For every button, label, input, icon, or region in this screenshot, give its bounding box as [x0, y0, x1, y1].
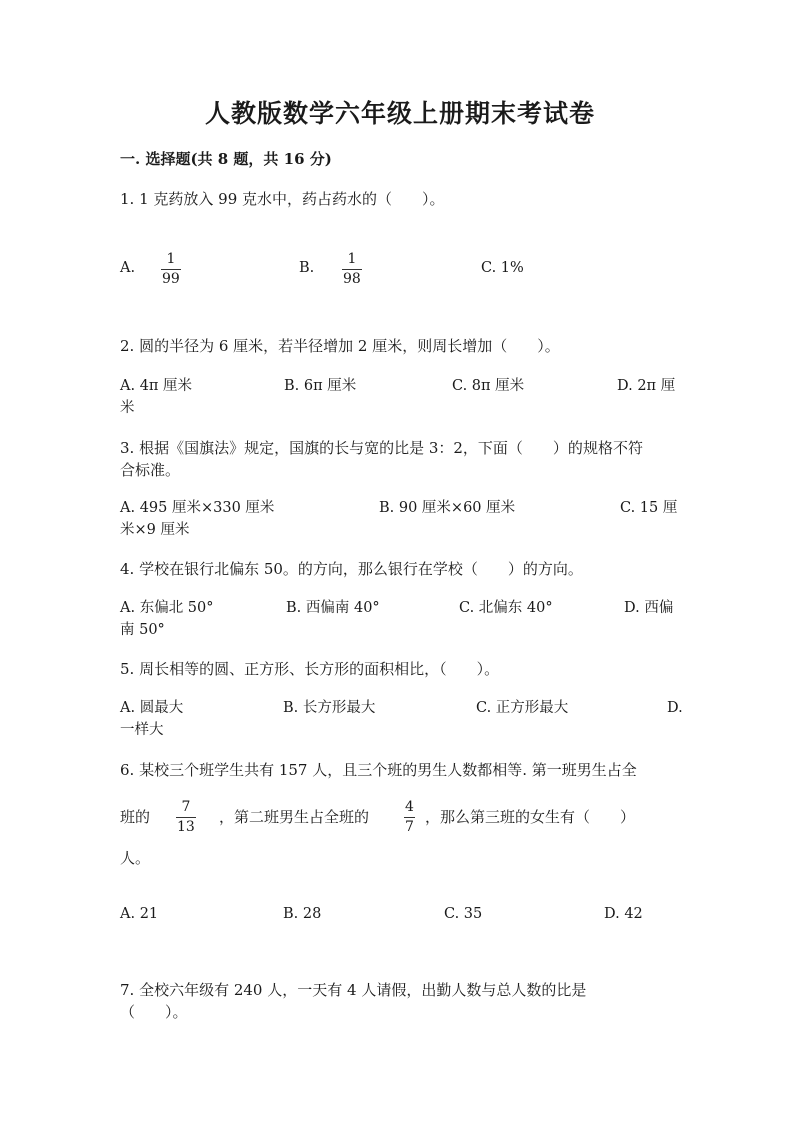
fraction-denominator: 98 — [343, 271, 361, 287]
question-3-line-1: 3. 根据《国旗法》规定，国旗的长与宽的比是 3：2，下面（ ）的规格不符 — [120, 439, 643, 457]
q4-option-c: C. 北偏东 40° — [459, 600, 553, 616]
question-6-line-1: 6. 某校三个班学生共有 157 人，且三个班的男生人数都相等. 第一班男生占全 — [120, 761, 637, 779]
fraction-denominator: 13 — [177, 819, 195, 835]
q4-option-a: A. 东偏北 50° — [120, 600, 214, 616]
question-1: 1. 1 克药放入 99 克水中，药占药水的（ ）。 — [120, 190, 445, 208]
q1-option-c: C. 1% — [481, 260, 524, 276]
question-4: 4. 学校在银行北偏东 50。的方向，那么银行在学校（ ）的方向。 — [120, 560, 583, 578]
q2-option-d: D. 2π 厘 — [617, 378, 676, 394]
fraction-bar — [404, 817, 415, 818]
q5-option-d: D. — [667, 700, 683, 716]
question-6-part-3: ，那么第三班的女生有（ ） — [425, 808, 636, 826]
q4-option-d: D. 西偏 — [624, 600, 674, 616]
question-6-part-1: 班的 — [120, 808, 151, 826]
question-3-line-2: 合标准。 — [120, 461, 181, 479]
q1-option-b-fraction — [342, 252, 362, 287]
fraction-denominator: 99 — [162, 271, 180, 287]
fraction-numerator: 1 — [166, 251, 176, 267]
fraction-bar — [342, 269, 362, 270]
q2-option-d-continued: 米 — [120, 400, 135, 416]
q3-option-a: A. 495 厘米×330 厘米 — [120, 500, 275, 516]
question-6-part-2: ，第二班男生占全班的 — [219, 808, 370, 826]
q6-fraction-first-class — [176, 800, 196, 835]
fraction-numerator: 1 — [347, 251, 357, 267]
q5-option-c: C. 正方形最大 — [476, 700, 569, 716]
fraction-denominator: 7 — [405, 819, 414, 835]
q1-option-b-label: B. — [299, 260, 315, 276]
q6-option-b: B. 28 — [283, 906, 322, 922]
q5-option-b: B. 长方形最大 — [283, 700, 376, 716]
q5-option-a: A. 圆最大 — [120, 700, 184, 716]
q1-option-a-label: A. — [120, 260, 136, 276]
fraction-bar — [176, 817, 196, 818]
q2-option-b: B. 6π 厘米 — [284, 378, 357, 394]
q1-option-a-fraction — [161, 252, 181, 287]
question-2: 2. 圆的半径为 6 厘米，若半径增加 2 厘米，则周长增加（ ）。 — [120, 337, 560, 355]
q2-option-c: C. 8π 厘米 — [452, 378, 525, 394]
q2-option-a: A. 4π 厘米 — [120, 378, 193, 394]
question-5: 5. 周长相等的圆、正方形、长方形的面积相比，（ ）。 — [120, 660, 500, 678]
q3-option-c-continued: 米×9 厘米 — [120, 522, 190, 538]
q3-option-c: C. 15 厘 — [620, 500, 678, 516]
fraction-numerator: 7 — [181, 799, 191, 815]
q6-option-c: C. 35 — [444, 906, 483, 922]
fraction-numerator: 4 — [405, 799, 414, 815]
question-7-line-1: 7. 全校六年级有 240 人，一天有 4 人请假，出勤人数与总人数的比是 — [120, 981, 587, 999]
fraction-bar — [161, 269, 181, 270]
page-title: 人教版数学六年级上册期末考试卷 — [204, 99, 595, 128]
question-7-line-2: （ ）。 — [120, 1003, 188, 1021]
q3-option-b: B. 90 厘米×60 厘米 — [379, 500, 516, 516]
q6-fraction-second-class — [404, 800, 415, 835]
q6-option-a: A. 21 — [120, 906, 159, 922]
section-heading: 一. 选择题(共 8 题，共 16 分) — [120, 150, 332, 168]
q4-option-b: B. 西偏南 40° — [286, 600, 380, 616]
q6-option-d: D. 42 — [604, 906, 643, 922]
q4-option-d-continued: 南 50° — [120, 622, 165, 638]
q5-option-d-continued: 一样大 — [120, 722, 164, 738]
question-6-line-3: 人。 — [120, 849, 151, 867]
